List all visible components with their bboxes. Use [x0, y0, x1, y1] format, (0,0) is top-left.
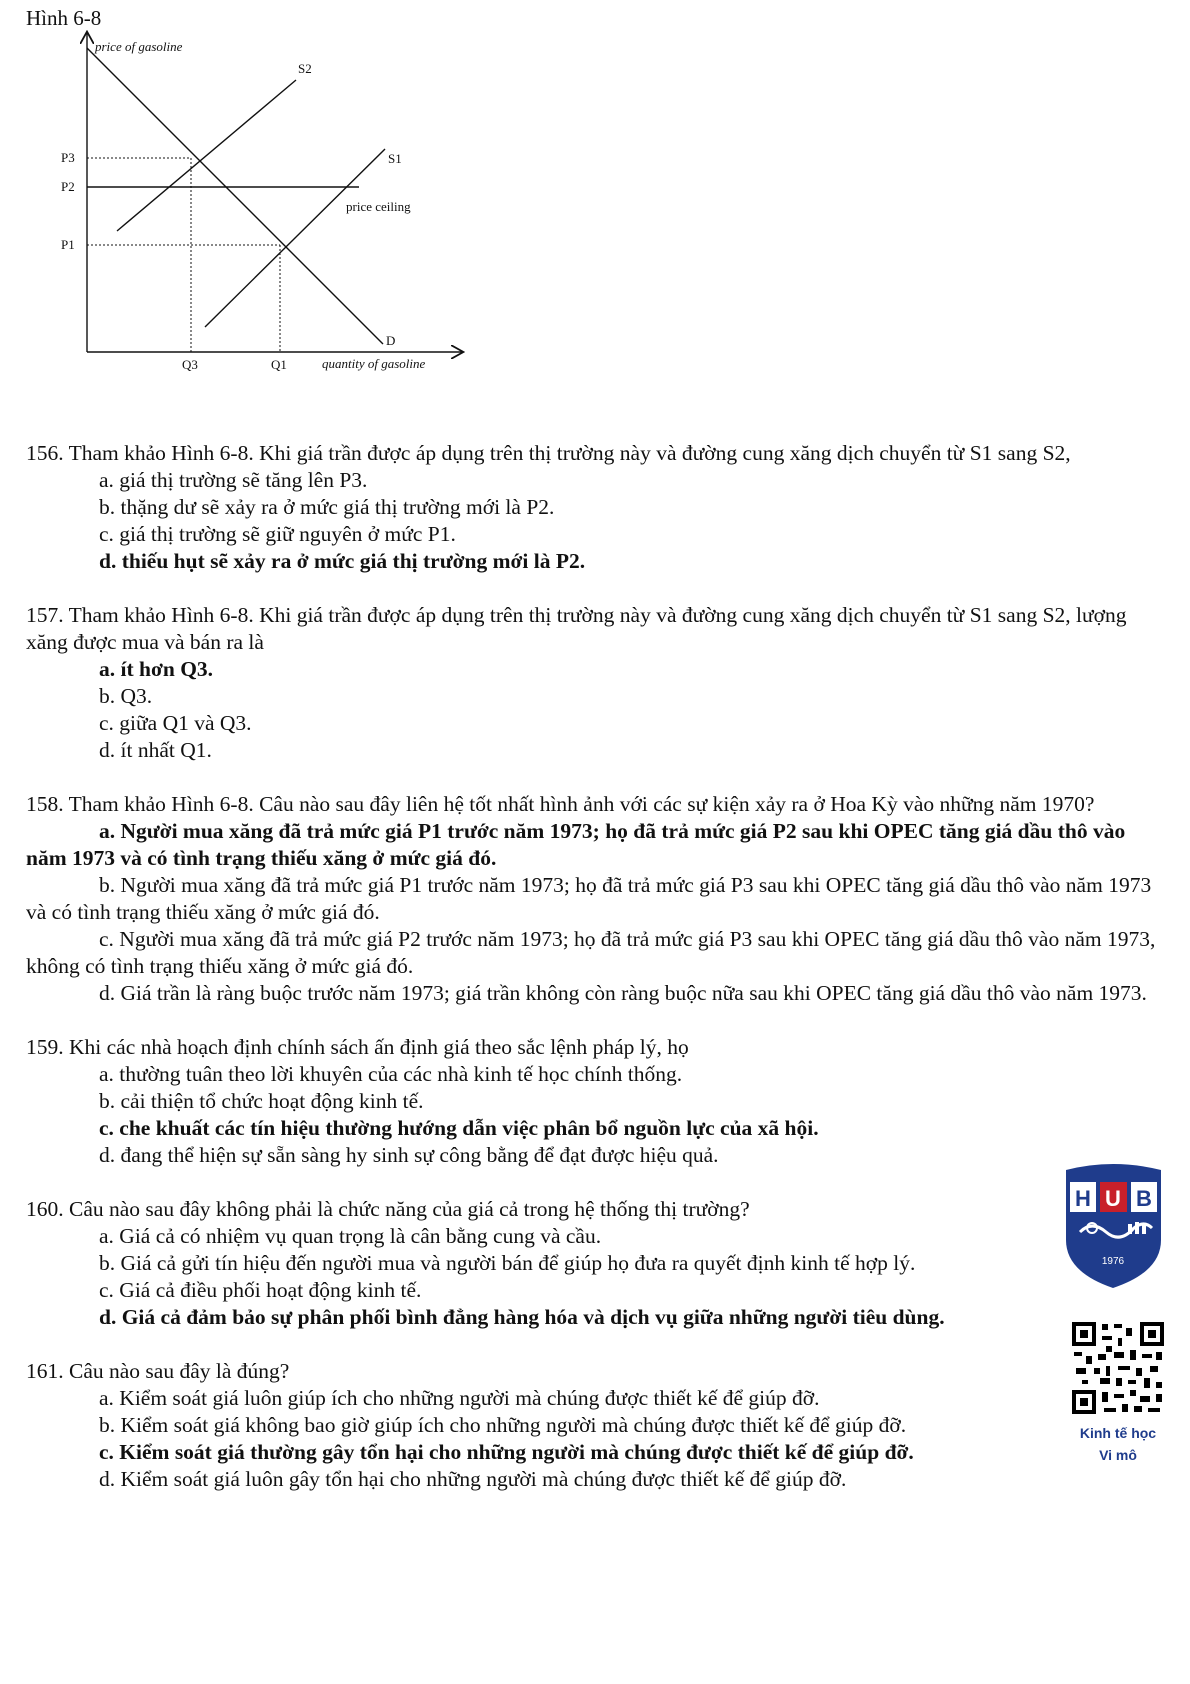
supply-curve-s1	[205, 149, 385, 327]
logo-year: 1976	[1101, 1256, 1125, 1267]
option-d: d. Giá trần là ràng buộc trước năm 1973; giá trần không còn ràng buộc nữa sau khi OPEC tăng giá dầu thô vào năm 1973.	[99, 981, 1147, 1005]
option-c: c. Giá cả điều phối hoạt động kinh tế.	[99, 1278, 422, 1302]
logo-letter-b: B	[1136, 1186, 1152, 1211]
option-b: b. thặng dư sẽ xảy ra ở mức giá thị trường mới là P2.	[99, 495, 555, 519]
hub-shield-icon	[1062, 1162, 1165, 1290]
option-d-answer: d. Giá cả đảm bảo sự phân phối bình đẳng hàng hóa và dịch vụ giữa những người tiêu dùng.	[99, 1305, 945, 1329]
logo-caption-line2: Vi mô	[1099, 1447, 1137, 1463]
logo-caption	[1060, 1422, 1176, 1466]
question-stem: 157. Tham khảo Hình 6-8. Khi giá trần được áp dụng trên thị trường này và đường cung xăng dịch chuyển từ S1 sang S2, lượng xăng được mua và bán ra là	[26, 603, 1127, 654]
option-d-answer: d. thiếu hụt sẽ xảy ra ở mức giá thị trường mới là P2.	[99, 549, 586, 573]
qr-code-icon	[1070, 1320, 1166, 1416]
question-stem: 160. Câu nào sau đây không phải là chức năng của giá cả trong hệ thống thị trường?	[26, 1197, 750, 1221]
question-stem: 159. Khi các nhà hoạch định chính sách ấn định giá theo sắc lệnh pháp lý, họ	[26, 1035, 689, 1059]
y-axis-label: price of gasoline	[95, 39, 183, 54]
option-a: a. thường tuân theo lời khuyên của các nhà kinh tế học chính thống.	[99, 1062, 683, 1086]
supply-demand-figure	[0, 0, 470, 375]
supply-s2-label: S2	[298, 61, 312, 76]
option-b: b. Giá cả gửi tín hiệu đến người mua và người bán để giúp họ đưa ra quyết định kinh tế hợp lý.	[99, 1251, 916, 1275]
hub-logo	[1062, 1162, 1165, 1295]
question-158	[26, 791, 1166, 1007]
figure-title: Hình 6-8	[26, 6, 102, 30]
logo-letter-h: H	[1075, 1186, 1091, 1211]
option-b: b. Kiểm soát giá không bao giờ giúp ích cho những người mà chúng được thiết kế để giúp đỡ.	[99, 1413, 907, 1437]
p2-label: P2	[61, 179, 75, 194]
option-a: a. Giá cả có nhiệm vụ quan trọng là cân bằng cung và cầu.	[99, 1224, 602, 1248]
option-c: c. Người mua xăng đã trả mức giá P2 trước năm 1973; họ đã trả mức giá P3 sau khi OPEC tăng giá dầu thô vào năm 1973, không có tình trạng thiếu xăng ở mức giá đó.	[26, 927, 1156, 978]
supply-s1-label: S1	[388, 151, 402, 166]
demand-curve	[87, 48, 383, 344]
option-d: d. ít nhất Q1.	[99, 738, 212, 762]
option-b: b. Người mua xăng đã trả mức giá P1 trước năm 1973; họ đã trả mức giá P3 sau khi OPEC tăng giá dầu thô vào năm 1973 và có tình trạng thiếu xăng ở mức giá đó.	[26, 873, 1152, 924]
q3-label: Q3	[182, 357, 198, 372]
demand-label: D	[386, 333, 396, 348]
option-b: b. cải thiện tổ chức hoạt động kinh tế.	[99, 1089, 424, 1113]
supply-curve-s2	[117, 80, 296, 231]
question-161	[26, 1358, 1166, 1493]
q1-label: Q1	[271, 357, 287, 372]
p1-label: P1	[61, 237, 75, 252]
question-157	[26, 602, 1166, 764]
option-c-answer: c. che khuất các tín hiệu thường hướng dẫn việc phân bổ nguồn lực của xã hội.	[99, 1116, 819, 1140]
option-c-answer: c. Kiểm soát giá thường gây tổn hại cho những người mà chúng được thiết kế để giúp đỡ.	[99, 1440, 914, 1464]
logo-caption-line1: Kinh tế học	[1079, 1425, 1157, 1441]
option-d: d. đang thể hiện sự sẵn sàng hy sinh sự công bằng để đạt được hiệu quả.	[99, 1143, 719, 1167]
question-list	[26, 440, 1166, 1520]
option-b: b. Q3.	[99, 684, 153, 708]
question-stem: 158. Tham khảo Hình 6-8. Câu nào sau đây liên hệ tốt nhất hình ảnh với các sự kiện xảy ra ở Hoa Kỳ vào những năm 1970?	[26, 792, 1095, 816]
logo-letter-u: U	[1105, 1186, 1121, 1211]
x-axis-label: quantity of gasoline	[322, 356, 426, 371]
question-stem: 161. Câu nào sau đây là đúng?	[26, 1359, 290, 1383]
option-d: d. Kiểm soát giá luôn gây tổn hại cho những người mà chúng được thiết kế để giúp đỡ.	[99, 1467, 847, 1491]
option-a: a. giá thị trường sẽ tăng lên P3.	[99, 468, 368, 492]
option-a-answer: a. Người mua xăng đã trả mức giá P1 trước năm 1973; họ đã trả mức giá P2 sau khi OPEC tăng giá dầu thô vào năm 1973 và có tình trạng thiếu xăng ở mức giá đó.	[26, 819, 1126, 870]
option-a-answer: a. ít hơn Q3.	[99, 657, 214, 681]
option-a: a. Kiểm soát giá luôn giúp ích cho những người mà chúng được thiết kế để giúp đỡ.	[99, 1386, 820, 1410]
question-159	[26, 1034, 1166, 1169]
price-ceiling-label: price ceiling	[346, 199, 411, 214]
question-160	[26, 1196, 1166, 1331]
question-stem: 156. Tham khảo Hình 6-8. Khi giá trần được áp dụng trên thị trường này và đường cung xăng dịch chuyển từ S1 sang S2,	[26, 441, 1071, 465]
option-c: c. giữa Q1 và Q3.	[99, 711, 252, 735]
option-c: c. giá thị trường sẽ giữ nguyên ở mức P1.	[99, 522, 456, 546]
question-156	[26, 440, 1166, 575]
p3-label: P3	[61, 150, 75, 165]
